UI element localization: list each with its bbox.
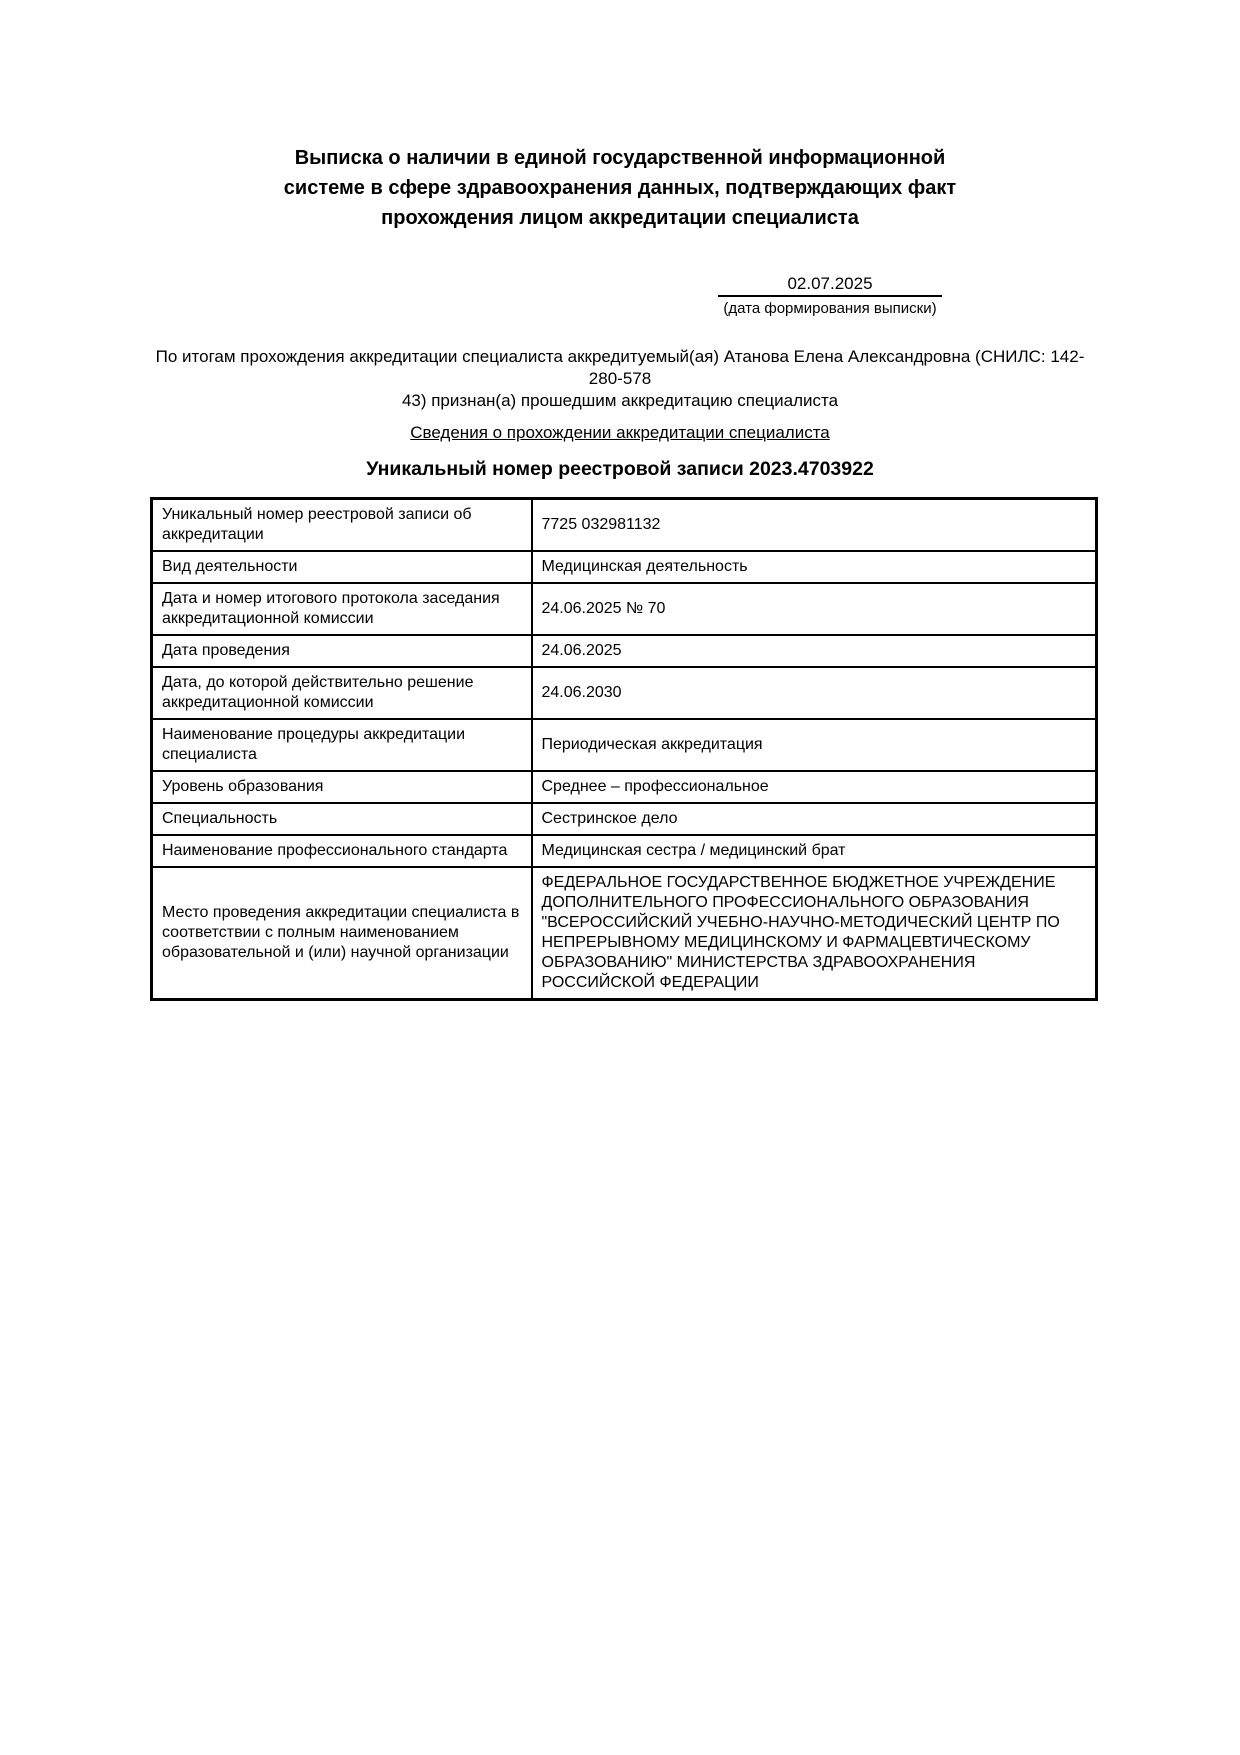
- table-row: [152, 803, 1097, 835]
- row-label: Специальность: [152, 803, 532, 835]
- intro-paragraph: [150, 346, 1090, 412]
- document-title-line: прохождения лицом аккредитации специалиста: [381, 207, 859, 229]
- row-label: Место проведения аккредитации специалиста в соответствии с полным наименованием образовательной и (или) научной организации: [152, 867, 532, 1000]
- intro-line: 43) признан(а) прошедшим аккредитацию специалиста: [401, 391, 839, 410]
- row-value: 7725 032981132: [532, 499, 1097, 552]
- table-row: [152, 499, 1097, 552]
- table-row: [152, 867, 1097, 1000]
- intro-line: По итогам прохождения аккредитации специалиста аккредитуемый(ая) Атанова Елена Александровна (СНИЛС: 142-280-578: [155, 347, 1085, 388]
- document-title-line: системе в сфере здравоохранения данных, подтверждающих факт: [283, 177, 957, 199]
- row-label: Дата, до которой действительно решение аккредитационной комиссии: [152, 667, 532, 719]
- table-row: [152, 635, 1097, 667]
- row-value: Сестринское дело: [532, 803, 1097, 835]
- table-row: [152, 835, 1097, 867]
- row-label: Наименование профессионального стандарта: [152, 835, 532, 867]
- document-title: [150, 143, 1090, 233]
- row-value: ФЕДЕРАЛЬНОЕ ГОСУДАРСТВЕННОЕ БЮДЖЕТНОЕ УЧРЕЖДЕНИЕ ДОПОЛНИТЕЛЬНОГО ПРОФЕССИОНАЛЬНОГО ОБРАЗОВАНИЯ "ВСЕРОССИЙСКИЙ УЧЕБНО-НАУЧНО-МЕТОДИЧЕСКИЙ ЦЕНТР ПО НЕПРЕРЫВНОМУ МЕДИЦИНСКОМУ И ФАРМАЦЕВТИЧЕСКОМУ ОБРАЗОВАНИЮ" МИНИСТЕРСТВА ЗДРАВООХРАНЕНИЯ РОССИЙСКОЙ ФЕДЕРАЦИИ: [532, 867, 1097, 1000]
- issue-date: 02.07.2025: [718, 273, 942, 297]
- table-row: [152, 583, 1097, 635]
- registry-number-heading: Уникальный номер реестровой записи 2023.4703922: [366, 458, 874, 480]
- row-value: 24.06.2025: [532, 635, 1097, 667]
- table-row: [152, 771, 1097, 803]
- row-label: Вид деятельности: [152, 551, 532, 583]
- issue-date-caption: (дата формирования выписки): [723, 300, 937, 317]
- row-value: Медицинская деятельность: [532, 551, 1097, 583]
- row-value: 24.06.2030: [532, 667, 1097, 719]
- row-label: Уникальный номер реестровой записи об аккредитации: [152, 499, 532, 552]
- row-value: Среднее – профессиональное: [532, 771, 1097, 803]
- table-row: [152, 551, 1097, 583]
- row-value: 24.06.2025 № 70: [532, 583, 1097, 635]
- row-label: Дата проведения: [152, 635, 532, 667]
- table-row: [152, 719, 1097, 771]
- section-heading: Сведения о прохождении аккредитации специалиста: [410, 423, 830, 442]
- row-label: Наименование процедуры аккредитации специалиста: [152, 719, 532, 771]
- row-label: Дата и номер итогового протокола заседания аккредитационной комиссии: [152, 583, 532, 635]
- row-value: Медицинская сестра / медицинский брат: [532, 835, 1097, 867]
- table-row: [152, 667, 1097, 719]
- accreditation-table: [150, 497, 1098, 1001]
- issue-date-block: [718, 273, 942, 318]
- row-value: Периодическая аккредитация: [532, 719, 1097, 771]
- document-title-line: Выписка о наличии в единой государственной информационной: [294, 147, 946, 169]
- row-label: Уровень образования: [152, 771, 532, 803]
